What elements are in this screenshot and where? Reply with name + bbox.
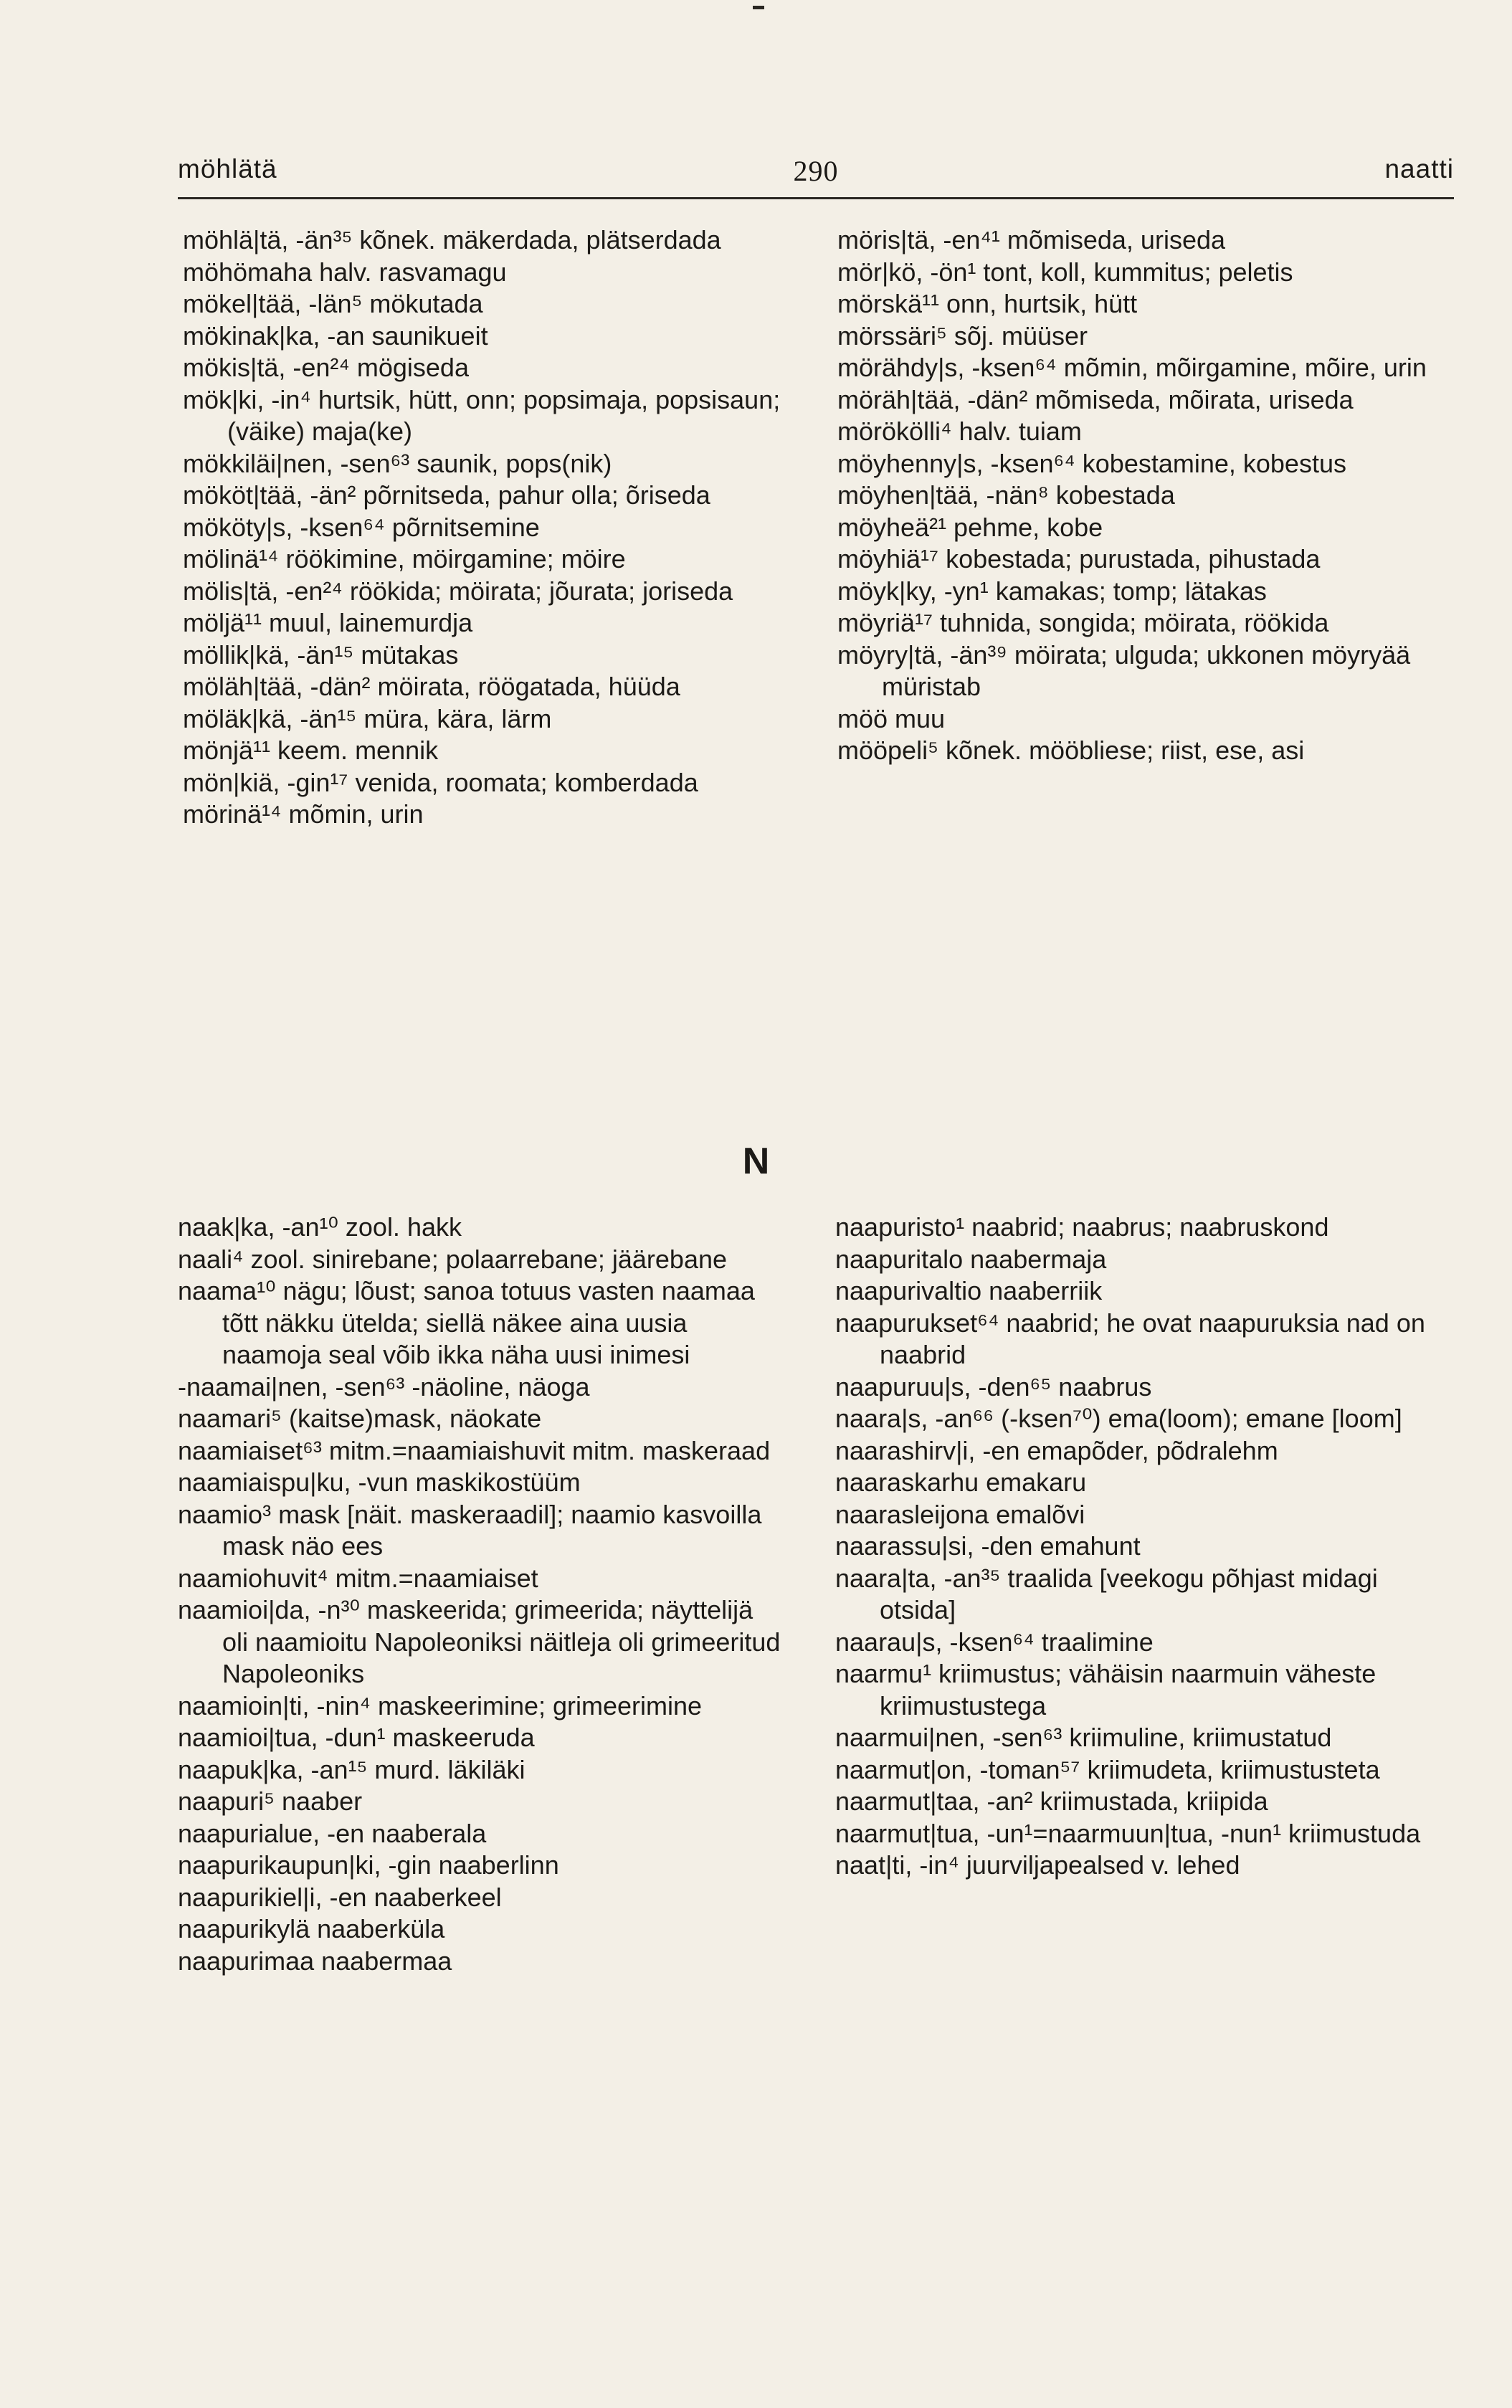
page-number: 290 xyxy=(793,155,839,187)
dictionary-entry: mölinä¹⁴ röökimine, möirgamine; möire xyxy=(183,544,626,574)
dictionary-entry: naapurialue, -en naaberala xyxy=(178,1818,487,1848)
dictionary-entry: naapurikiel|i, -en naaberkeel xyxy=(178,1882,502,1912)
column-bottom-right xyxy=(835,1212,1441,1882)
dictionary-entry: naara|s, -an⁶⁶ (-ksen⁷⁰) ema(loom); emane [loom] xyxy=(835,1404,1402,1433)
dictionary-entry: naamio³ mask [näit. maskeraadil]; naamio kasvoilla mask näo ees xyxy=(178,1499,762,1561)
dictionary-entry: naapuri⁵ naaber xyxy=(178,1786,363,1816)
dictionary-entry: möyk|ky, -yn¹ kamakas; tomp; lätakas xyxy=(837,576,1267,606)
dictionary-entry: naali⁴ zool. sinirebane; polaarrebane; jäärebane xyxy=(178,1244,728,1274)
dictionary-entry: mökel|tää, -län⁵ mökutada xyxy=(183,289,483,318)
dictionary-entry: mökinak|ka, -an saunikueit xyxy=(183,320,488,351)
dictionary-entry: möhömaha halv. rasvamagu xyxy=(183,257,507,287)
dictionary-entry: mörähdy|s, -ksen⁶⁴ mõmin, mõirgamine, mõire, urin xyxy=(837,353,1427,382)
dictionary-entry: mököt|tää, -än² põrnitseda, pahur olla; õriseda xyxy=(183,480,710,510)
dictionary-entry: -naamai|nen, -sen⁶³ -näoline, näoga xyxy=(178,1371,590,1402)
dictionary-entry: naamioi|da, -n³⁰ maskeerida; grimeerida; näyttelijä oli naamioitu Napoleoniksi näitleja oli grimeeritud Napoleoniks xyxy=(178,1595,781,1688)
dictionary-entry: möyriä¹⁷ tuhnida, songida; möirata, röökida xyxy=(837,608,1329,637)
dictionary-entry: mökis|tä, -en²⁴ mögiseda xyxy=(183,353,469,382)
dictionary-entry: naara|ta, -an³⁵ traalida [veekogu põhjast midagi otsida] xyxy=(835,1563,1378,1624)
dictionary-entry: möyhiä¹⁷ kobestada; purustada, pihustada xyxy=(837,544,1321,574)
column-bottom-left xyxy=(178,1212,784,1977)
dictionary-entry: mön|kiä, -gin¹⁷ venida, roomata; komberdada xyxy=(183,767,698,797)
dictionary-entry: mökkiläi|nen, -sen⁶³ saunik, pops(nik) xyxy=(183,448,612,478)
dictionary-entry: naamiohuvit⁴ mitm.=naamiaiset xyxy=(178,1563,538,1593)
dictionary-entry: möyry|tä, -än³⁹ möirata; ulguda; ukkonen möyryää müristab xyxy=(837,639,1411,701)
dictionary-entry: naarmut|tua, -un¹=naarmuun|tua, -nun¹ kriimustuda xyxy=(835,1818,1421,1848)
header-right-guideword: naatti xyxy=(1384,154,1454,184)
page-header xyxy=(178,154,1454,199)
dictionary-entry: mörssäri⁵ sõj. müüser xyxy=(837,320,1088,351)
dictionary-entry: naapuritalo naabermaja xyxy=(835,1244,1107,1274)
dictionary-entry: naapurikaupun|ki, -gin naaberlinn xyxy=(178,1850,559,1880)
section-letter: N xyxy=(742,1141,770,1182)
dictionary-entry: naapurivaltio naaberriik xyxy=(835,1276,1103,1305)
dictionary-entry: mörskä¹¹ onn, hurtsik, hütt xyxy=(837,289,1138,318)
dictionary-entry: mörinä¹⁴ mõmin, urin xyxy=(183,799,424,829)
dictionary-entry: naarmut|taa, -an² kriimustada, kriipida xyxy=(835,1786,1268,1816)
dictionary-entry: möhlä|tä, -än³⁵ kõnek. mäkerdada, plätserdada xyxy=(183,225,721,254)
dictionary-entry: naat|ti, -in⁴ juurviljapealsed v. lehed xyxy=(835,1850,1240,1880)
dictionary-entry: naak|ka, -an¹⁰ zool. hakk xyxy=(178,1212,462,1242)
dictionary-entry: naapurukset⁶⁴ naabrid; he ovat naapuruksia nad on naabrid xyxy=(835,1308,1425,1369)
column-top-left xyxy=(183,224,789,831)
dictionary-entry: naarmui|nen, -sen⁶³ kriimuline, kriimustatud xyxy=(835,1723,1332,1752)
dictionary-entry: naamioin|ti, -nin⁴ maskeerimine; grimeerimine xyxy=(178,1690,703,1721)
dictionary-entry: möris|tä, -en⁴¹ mõmiseda, uriseda xyxy=(837,225,1226,254)
dictionary-entry: möljä¹¹ muul, lainemurdja xyxy=(183,608,473,637)
dictionary-entry: naapurimaa naabermaa xyxy=(178,1946,452,1976)
dictionary-entry: möllik|kä, -än¹⁵ mütakas xyxy=(183,639,459,670)
dictionary-entry: naarmut|on, -toman⁵⁷ kriimudeta, kriimustusteta xyxy=(835,1754,1380,1784)
dictionary-entry: naamioi|tua, -dun¹ maskeeruda xyxy=(178,1723,535,1752)
dictionary-entry: mölis|tä, -en²⁴ röökida; möirata; jõurata; joriseda xyxy=(183,576,733,606)
dictionary-entry: naapuk|ka, -an¹⁵ murd. läkiläki xyxy=(178,1754,526,1784)
dictionary-entry: naarau|s, -ksen⁶⁴ traalimine xyxy=(835,1627,1154,1657)
dictionary-entry: mör|kö, -ön¹ tont, koll, kummitus; peletis xyxy=(837,257,1293,287)
dictionary-entry: mööpeli⁵ kõnek. mööbliese; riist, ese, asi xyxy=(837,736,1305,765)
dictionary-entry: möyhen|tää, -nän⁸ kobestada xyxy=(837,480,1175,510)
header-left-guideword: möhlätä xyxy=(178,154,277,184)
column-top-right xyxy=(837,224,1443,767)
dictionary-entry: möyheä²¹ pehme, kobe xyxy=(837,512,1103,542)
dictionary-entry: möläk|kä, -än¹⁵ müra, kära, lärm xyxy=(183,703,552,733)
dictionary-entry: naarassu|si, -den emahunt xyxy=(835,1531,1141,1561)
dictionary-entry: naamiaispu|ku, -vun maskikostüüm xyxy=(178,1467,581,1497)
dictionary-entry: möläh|tää, -dän² möirata, röögatada, hüüda xyxy=(183,672,680,701)
dictionary-entry: naapuristo¹ naabrid; naabrus; naabruskond xyxy=(835,1212,1329,1242)
dictionary-entry: naarasleijona emalõvi xyxy=(835,1499,1085,1529)
dictionary-entry: naarmu¹ kriimustus; vähäisin naarmuin väheste kriimustustega xyxy=(835,1659,1377,1721)
dictionary-entry: möyhenny|s, -ksen⁶⁴ kobestamine, kobestus xyxy=(837,448,1346,478)
dictionary-entry: naapuruu|s, -den⁶⁵ naabrus xyxy=(835,1371,1152,1402)
dictionary-entry: mök|ki, -in⁴ hurtsik, hütt, onn; popsimaja, popsisaun; (väike) maja(ke) xyxy=(183,384,781,446)
dictionary-entry: naapurikylä naaberküla xyxy=(178,1914,445,1943)
dictionary-entry: möö muu xyxy=(837,703,946,733)
dictionary-entry: naamiaiset⁶³ mitm.=naamiaishuvit mitm. maskeraad xyxy=(178,1435,771,1465)
dictionary-entry: mönjä¹¹ keem. mennik xyxy=(183,736,439,765)
dictionary-entry: naaraskarhu emakaru xyxy=(835,1467,1087,1497)
dictionary-entry: mörökölli⁴ halv. tuiam xyxy=(837,417,1082,446)
dictionary-entry: möräh|tää, -dän² mõmiseda, mõirata, uriseda xyxy=(837,384,1354,414)
dictionary-entry: mököty|s, -ksen⁶⁴ põrnitsemine xyxy=(183,512,540,542)
dictionary-entry: naama¹⁰ nägu; lõust; sanoa totuus vasten naamaa tõtt näkku ütelda; siellä näkee aina uusia naamoja seal võib ikka näha uusi inimesi xyxy=(178,1276,755,1369)
dictionary-entry: naarashirv|i, -en emapõder, põdralehm xyxy=(835,1435,1278,1465)
print-mark xyxy=(753,6,764,9)
dictionary-entry: naamari⁵ (kaitse)mask, näokate xyxy=(178,1404,542,1433)
